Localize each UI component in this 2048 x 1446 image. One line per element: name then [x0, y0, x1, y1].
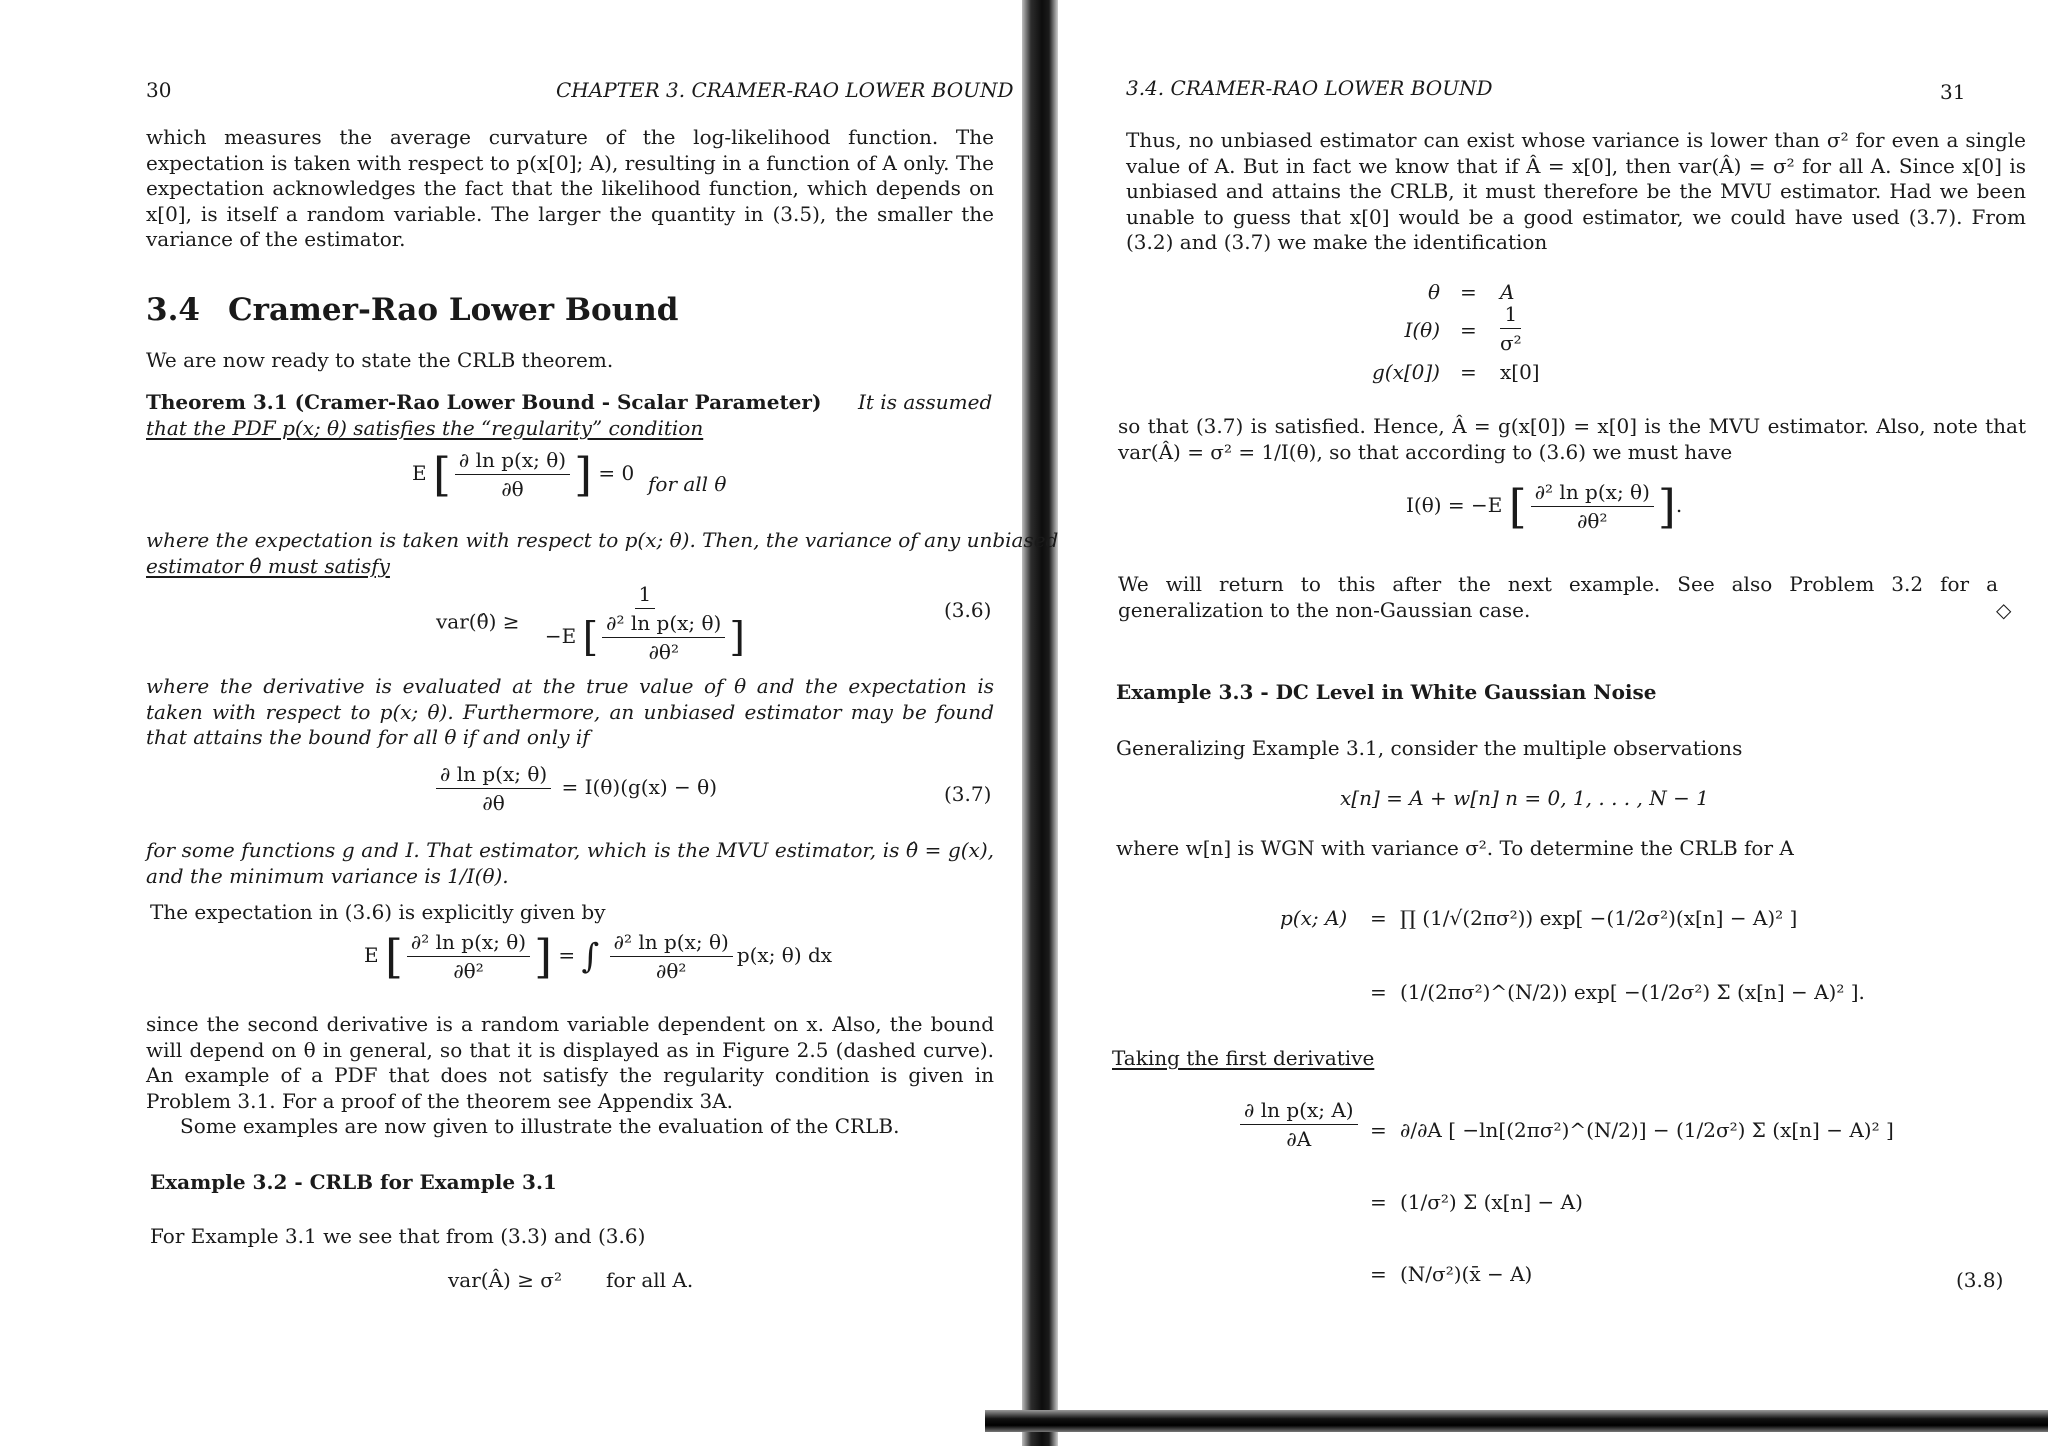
example-3-2-text: For Example 3.1 we see that from (3.3) and (3.6) [150, 1224, 646, 1248]
eq36-lhs: var(θ̂) ≥ [436, 609, 520, 634]
running-head: CHAPTER 3. CRAMER-RAO LOWER BOUND [556, 78, 1014, 102]
example-3-2-title: Example 3.2 - CRLB for Example 3.1 [150, 1170, 557, 1194]
deriv-eq-2: = [1370, 1190, 1387, 1214]
taking-derivative-text: Taking the first derivative [1112, 1046, 1375, 1070]
return-paragraph: We will return to this after the next example. See also Problem 3.2 for a generalization to the non-Gaussian case. [1118, 572, 1998, 622]
intro-paragraph: which measures the average curvature of the log-likelihood function. The expectation is taken with respect to p(x[0]; A), resulting in a function of A only. The expectation acknowledges the fact that the likelihood function, which depends on x[0], is itself a random variable. The larger the quantity in (3.5), the smaller the variance of the estimator. [146, 125, 994, 251]
eq38-number: (3.8) [1956, 1268, 2004, 1292]
page-number: 31 [1940, 80, 1966, 104]
examples-text: Some examples are now given to illustrate the evaluation of the CRLB. [180, 1114, 900, 1138]
ident-eq-2: = [1460, 318, 1477, 342]
deriv-eq-1: = [1370, 1118, 1387, 1142]
pdf-eq-2: = [1370, 980, 1387, 1004]
eq-expl-tail: p(x; θ) dx [736, 943, 833, 967]
deriv-row-1: ∂/∂A [ −ln[(2πσ²)^(N/2)] − (1/2σ²) Σ (x[n] − A)² ] [1400, 1118, 1894, 1142]
eq-information: I(θ) = −E [ $\frac{\text{∂² ln p(x; θ)}}{\text{∂θ²}}$ ]. [1406, 479, 1683, 534]
since-paragraph: since the second derivative is a random variable dependent on x. Also, the bound will depend on θ in general, so that it is displayed as in Figure 2.5 (dashed curve). An example of a PDF that does not satisfy the regularity condition is given in Problem 3.1. For a proof of the theorem see Appendix 3A. [146, 1012, 994, 1113]
ident-lhs-3: g(x[0]) [1371, 360, 1440, 384]
example-3-3-title: Example 3.3 - DC Level in White Gaussian Noise [1116, 680, 1657, 704]
ident-rhs-2-num: 1 [1500, 302, 1521, 329]
eq-3-6: var(θ̂) ≥ 1 −E [ $\frac{\text{∂² ln p(x; θ)}}{\text{∂θ²}}$ ] [436, 582, 745, 664]
theorem-title: Theorem 3.1 (Cramer-Rao Lower Bound - Scalar Parameter) [146, 390, 822, 414]
section-number: 3.4 [146, 292, 200, 328]
thus-paragraph: Thus, no unbiased estimator can exist whose variance is lower than σ² for even a single value of A. But in fact we know that if Â = x[0], then var(Â) = σ² for all A. Since x[0] is unbiased and attains the CRLB, it must therefore be the MVU estimator. Had we been unable to guess that x[0] would be a good estimator, we could have used (3.7). From (3.2) and (3.7) we make the identification [1126, 128, 2026, 254]
eq36-inner-den: ∂θ² [648, 640, 679, 664]
ident-rhs-3: x[0] [1500, 360, 1540, 384]
ready-text: We are now ready to state the CRLB theorem. [146, 348, 614, 372]
eq37-number: (3.7) [944, 782, 992, 806]
right-page [1060, 0, 2048, 1446]
running-head: 3.4. CRAMER-RAO LOWER BOUND [1126, 76, 1493, 100]
theorem-text-4: where the derivative is evaluated at the true value of θ and the expectation is taken with respect to p(x; θ). Furthermore, an unbiased estimator may be found that attains the bound for all θ if and only if [146, 674, 994, 749]
pdf-eq-1: = [1370, 906, 1387, 930]
eq-explicit: E [ $\frac{\text{∂² ln p(x; θ)}}{\text{∂θ²}}$ ] = ∫ $\frac{\text{∂² ln p(x; θ)}}{\text{∂θ²}}$ p(x; θ) dx [364, 929, 833, 984]
eq-var-cond: for all A. [606, 1268, 694, 1292]
eq37-den: ∂θ [482, 791, 505, 815]
eq-expl-rhs-den: ∂θ² [656, 959, 687, 983]
ident-rhs-1: A [1500, 280, 1515, 304]
theorem-text-5: for some functions g and I. That estimator, which is the MVU estimator, is θ̂ = g(x), and the minimum variance is 1/I(θ). [146, 838, 994, 888]
deriv-eq-3: = [1370, 1262, 1387, 1286]
eq36-num: 1 [635, 582, 656, 609]
eq-regularity-den: ∂θ [501, 477, 524, 501]
eq36-inner-num: ∂² ln p(x; θ) [602, 611, 725, 638]
book-binding-shadow [1022, 0, 1058, 1446]
eq-regularity-cond: for all θ [648, 472, 727, 496]
ident-eq-3: = [1460, 360, 1477, 384]
sothat-paragraph: so that (3.7) is satisfied. Hence, Â = g(x[0]) = x[0] is the MVU estimator. Also, note that var(Â) = σ² = 1/I(θ), so that according to (3.6) we must have [1118, 414, 2026, 464]
deriv-row-3: (N/σ²)(x̄ − A) [1400, 1262, 1533, 1286]
section-title: Cramer-Rao Lower Bound [228, 292, 679, 328]
deriv-lhs [1236, 1098, 1362, 1151]
deriv-row-2: (1/σ²) Σ (x[n] − A) [1400, 1190, 1583, 1214]
pdf-row-2: (1/(2πσ²)^(N/2)) exp[ −(1/2σ²) Σ (x[n] − A)² ]. [1400, 980, 1865, 1004]
eq36-number: (3.6) [944, 598, 992, 622]
theorem-intro-2: that the PDF p(x; θ) satisfies the “regularity” condition [146, 416, 704, 440]
ident-lhs-1: θ [1427, 280, 1440, 304]
pdf-row-1: ∏ (1/√(2πσ²)) exp[ −(1/2σ²)(x[n] − A)² ] [1400, 906, 1798, 930]
theorem-text-2: where the expectation is taken with respect to p(x; θ). Then, the variance of any unbiased [146, 528, 1059, 552]
deriv-lhs-den: ∂A [1286, 1127, 1312, 1151]
eq-expl-lhs-den: ∂θ² [453, 959, 484, 983]
ident-rhs-2-den: σ² [1500, 331, 1522, 355]
eq-expl-rhs-num: ∂² ln p(x; θ) [610, 930, 733, 957]
theorem-text-3: estimator θ̂ must satisfy [146, 554, 390, 578]
generalizing-text: Generalizing Example 3.1, consider the multiple observations [1116, 736, 1743, 760]
eq-regularity-rhs: = 0 [598, 461, 635, 485]
eq37-num: ∂ ln p(x; θ) [436, 762, 551, 789]
eq-info-den: ∂θ² [1577, 509, 1608, 533]
wgn-text: where w[n] is WGN with variance σ². To determine the CRLB for A [1116, 836, 1794, 860]
eq-3-7 [432, 762, 717, 815]
eq-var-bound: var(Â) ≥ σ² [448, 1268, 562, 1292]
deriv-lhs-num: ∂ ln p(x; A) [1240, 1098, 1358, 1125]
ident-rhs-2 [1492, 302, 1530, 355]
expect-text: The expectation in (3.6) is explicitly given by [150, 900, 606, 924]
theorem-intro-1: It is assumed [858, 390, 993, 414]
end-of-example-mark: ◇ [1996, 598, 2012, 622]
eq-regularity-num: ∂ ln p(x; θ) [455, 448, 570, 475]
pdf-lhs: p(x; A) [1280, 906, 1348, 930]
eq-info-lhs: I(θ) = −E [1406, 493, 1503, 517]
eq-observations: x[n] = A + w[n] n = 0, 1, . . . , N − 1 [1340, 786, 1709, 810]
eq-regularity: E [ $\frac{\text{∂ ln p(x; θ)}}{\partial\theta}$ ] = 0 [412, 447, 635, 502]
eq-info-num: ∂² ln p(x; θ) [1531, 480, 1654, 507]
page-number: 30 [146, 78, 172, 102]
ident-lhs-2: I(θ) [1404, 318, 1440, 342]
eq-expl-lhs-num: ∂² ln p(x; θ) [407, 930, 530, 957]
ident-eq-1: = [1460, 280, 1477, 304]
eq37-rhs: = I(θ)(g(x) − θ) [561, 775, 717, 799]
